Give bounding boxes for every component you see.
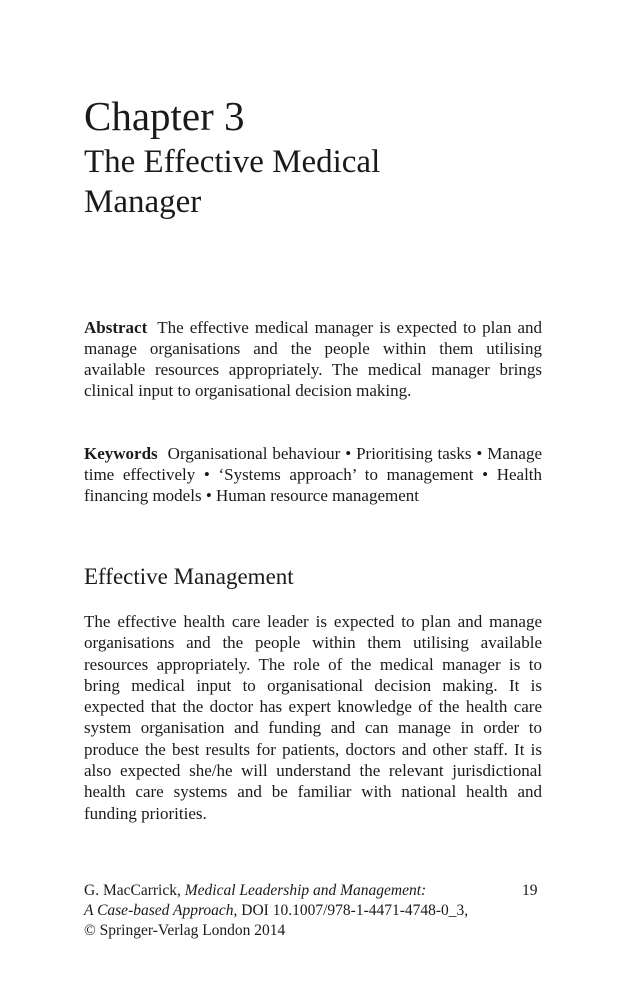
footer-author: G. MacCarrick,: [84, 882, 181, 899]
body-paragraph: The effective health care leader is expected to plan and manage organisations and the people within them utilising available resources appropriately. The role of the medical manager is to bring medical input to organisational decision making. It is expected that the doctor has expert knowledge of the health care system organisation and funding and can manage in order to produce the best results for patients, doctors and other staff. It is also expected she/he will understand the relevant jurisdictional health care systems and be familiar with national health and funding priorities.: [84, 612, 542, 823]
chapter-label: Chapter 3: [84, 93, 245, 139]
footer-book-title-2: A Case-based Approach: [84, 902, 234, 919]
keyword-item: Human resource management: [216, 486, 419, 505]
footer-book-title-1: Medical Leadership and Management:: [184, 882, 427, 899]
keywords-label: Keywords: [84, 444, 158, 463]
page-number: 19: [522, 882, 538, 899]
keyword-separator: •: [482, 465, 489, 484]
keyword-separator: •: [476, 444, 483, 463]
footer-line-2: [84, 901, 542, 921]
keywords: [84, 443, 542, 506]
footer-line-1: [84, 881, 542, 901]
abstract: [84, 317, 542, 401]
keyword-item: Manage time effectively: [84, 444, 543, 484]
chapter-title-line1: The Effective Medical: [84, 144, 381, 180]
chapter-title-line2: Manager: [84, 184, 202, 220]
keyword-separator: •: [345, 444, 352, 463]
keyword-item: Prioritising tasks: [356, 444, 472, 463]
keyword-item: Health financing models: [84, 465, 543, 505]
abstract-text: The effective medical manager is expected to plan and manage organisations and the people within them utilising available resources appropriately. The medical manager brings clinical input to organisational decision making.: [84, 318, 542, 400]
keyword-item: ‘Systems approach’ to management: [218, 465, 474, 484]
footer-citation: [84, 881, 542, 941]
footer-copyright: © Springer-Verlag London 2014: [84, 922, 286, 939]
keyword-item: Organisational behaviour: [167, 444, 341, 463]
section-heading: Effective Management: [84, 564, 294, 589]
footer-doi: , DOI 10.1007/978-1-4471-4748-0_3,: [233, 902, 469, 919]
chapter-heading: [84, 92, 544, 222]
keyword-separator: •: [205, 486, 212, 505]
keyword-separator: •: [203, 465, 210, 484]
chapter-title: [84, 142, 544, 222]
abstract-label: Abstract: [84, 318, 148, 337]
